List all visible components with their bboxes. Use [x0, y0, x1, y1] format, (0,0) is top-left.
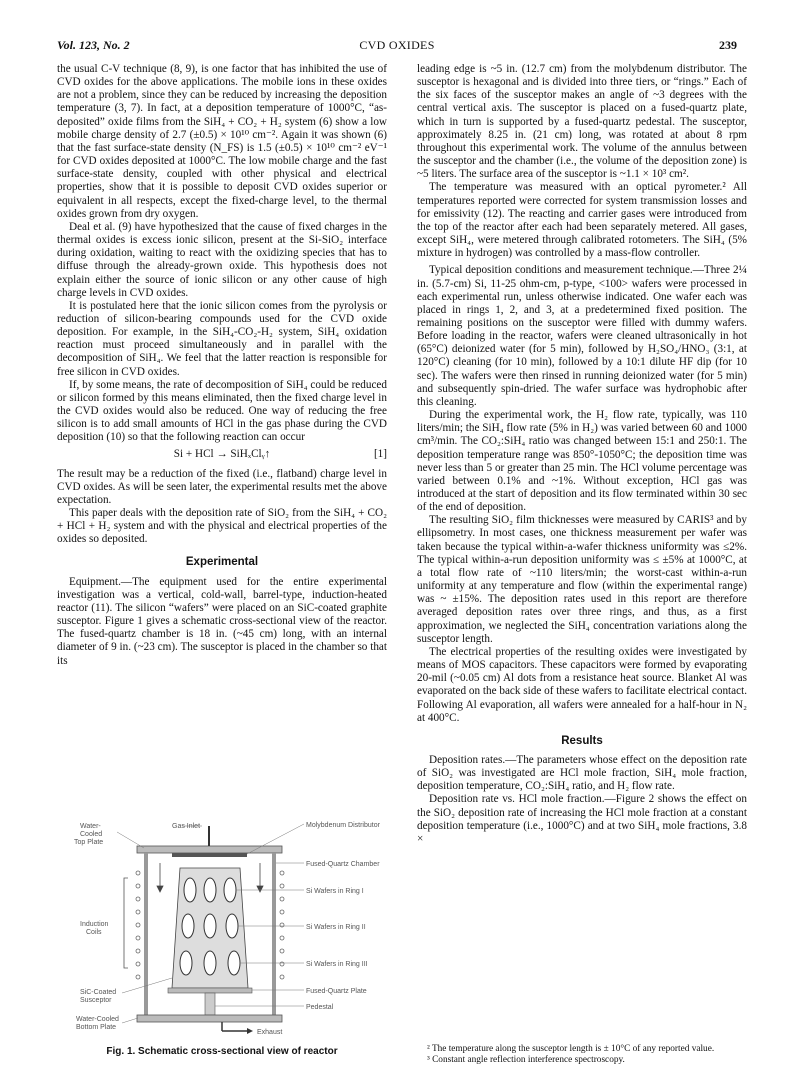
label-chamber: Fused-Quartz Chamber [306, 861, 380, 868]
svg-text:Top Plate: Top Plate [74, 839, 104, 846]
section-heading-experimental: Experimental [185, 556, 259, 569]
paragraph: The result may be a reduction of the fixed (i.e., flatband) charge level in CVD oxides. As will be seen later, the experimental results met the above expectation. [57, 467, 387, 506]
paragraph: The resulting SiO₂ film thicknesses were measured by CARIS³ and by ellipsometry. In most cases, one thickness measurement per wafer was taken because the typical within-a-wafer thickness uniformity was ≤2%. The typical within-a-run deposition uniformity was ≤ ±5% at 1000°C, at a total flow rate of ~110 liters/min; the worst-cast within-a-run uniformity at any temperature and flow (within the experimental range) was ~ ±15%. The deposition rates used in this report are therefore averaged deposition rates over three rings, and thus, as a first approximation, we neglected the SiH₄ concentration variations along the susceptor length. [417, 514, 747, 645]
paragraph: leading edge is ~5 in. (12.7 cm) from the molybdenum distributor. The susceptor is hexagonal and is divided into three tiers, or “rings.” Each of the six faces of the susceptor makes an angle of ~3 degrees with the central vertical axis. The susceptor is placed on a fused-quartz plate, which in turn is supported by a fused-quartz pedestal. The susceptor, approximately 8.25 in. (21 cm) long, was rotated at about 8 rpm throughout this experimental work. The volume of the annulus between the susceptor and the chamber (i.e., the volume of the deposition zone) is ~5 liters. The surface area of the susceptor is ~1.1 × 10³ cm². [417, 63, 747, 181]
label-water-top: Water- [80, 823, 101, 830]
paragraph: Typical deposition conditions and measurement technique.—Three 2¼ in. (5.7-cm) Si, 11-25 ohm-cm, p-type, <100> wafers were processed in each experimental run, unless otherwise indicated. One wafer each was placed in rings 1, 2, and 3, at a predetermined fixed position. The remaining positions on the susceptor were filled with dummy wafers. Before loading in the reactor, wafers were cleaned ultrasonically in hot (65°C) deionized water (for 5 min), followed by H₂SO₄/HNO₃ (3:1, at 120°C) cleaning (for 10 min), followed by a 10:1 dilute HF dip (for 10 sec). The wafers were then rinsed in running deionized water (for 5 min) and subsequently spin-dried. The wafer surface was hydrophobic after this cleaning. [417, 264, 747, 408]
running-header [57, 38, 737, 54]
paragraph: Equipment.—The equipment used for the entire experimental investigation was a vertical, cold-wall, barrel-type, induction-heated reactor (11). The silicon “wafers” were placed on an SiC-coated graphite susceptor. Figure 1 gives a schematic cross-sectional view of the reactor. The fused-quartz chamber is 18 in. (~45 cm) long, with an internal diameter of 9 in. (~23 cm). The susceptor is placed in the chamber so that its [57, 575, 387, 667]
running-title: CVD OXIDES [359, 38, 435, 52]
paragraph: Deposition rate vs. HCl mole fraction.—Figure 2 shows the effect on the SiO₂ deposition rate of increasing the HCl mole fraction at a constant deposition temperature (i.e., 1000°C) and at two SiH₄ mole fractions, 3.8 × [417, 793, 747, 845]
label-ring1: Si Wafers in Ring I [306, 888, 364, 895]
label-sic: SiC-Coated [80, 989, 117, 996]
wafers [180, 878, 240, 975]
molybdenum-distributor [172, 853, 247, 857]
paragraph: During the experimental work, the H₂ flow rate, typically, was 110 liters/min; the SiH₄ flow rate (5% in H₂) was varied between 60 and 1000 cm³/min. The CO₂:SiH₄ ratio was changed between 15:1 and 250:1. The deposition temperature range was 850°-1050°C; the deposition time was never less than 5 or greater than 25 min. The HCl volume percentage was varied between 0.1% and ~1%. Without exception, HCl gas was introduced at the start of deposition and its flow terminated within 30 sec of the end of deposition. [417, 409, 747, 514]
paragraph: It is postulated here that the ionic silicon comes from the pyrolysis or reduction of silicon-bearing compounds used for the CVD oxide deposition. For example, in the SiH₄-CO₂-H₂ system, SiH₄ oxidation reaction must proceed simultaneously and in parallel with the decomposition of SiH₄. We feel that the latter reaction is responsible for free silicon in CVD oxides. [57, 299, 387, 378]
label-exhaust: Exhaust [257, 1029, 283, 1036]
footnote-3: ³ Constant angle reflection interference spectroscopy. [427, 1055, 625, 1065]
label-ring2: Si Wafers in Ring II [306, 924, 366, 931]
label-ring3: Si Wafers in Ring III [306, 961, 368, 968]
bottom-plate [137, 1015, 282, 1022]
paragraph: Deposition rates.—The parameters whose effect on the deposition rate of SiO₂ was investigated are HCl mole fraction, SiH₄ mole fraction, deposition temperature, CO₂:SiH₄ ratio, and H₂ flow rate. [417, 753, 747, 793]
label-plate: Fused-Quartz Plate [306, 988, 367, 995]
paragraph: the usual C-V technique (8, 9), is one factor that has inhibited the use of CVD oxides for the above applications. The mobile ions in these oxides are not a problem, since they can be reduced by increasing the deposition temperature (3, 7). In fact, at a deposition temperature of 1000°C, “as-deposited” oxide films from the SiH₄ + CO₂ + H₂ system (6) show a low mobile charge density of 2.7 (±0.5) × 10¹⁰ cm⁻². Again it was shown (6) that the fast surface-state density (N_FS) is 1.5 (±0.5) × 10¹⁰ cm⁻² eV⁻¹ for CVD oxides deposited at 1000°C. The low mobile charge and the fast surface-state density, coupled with other physical and electrical properties, show that it is possible to deposit CVD oxides superior or equivalent in all respects, except the fixed-charge level, to the thermal oxides grown from dry oxygen. [57, 63, 387, 220]
svg-text:Susceptor: Susceptor [80, 997, 112, 1004]
equation-number: [1] [373, 447, 387, 460]
equation-text: Si + HCl → SiHₓClᵧ↑ [173, 447, 271, 460]
svg-text:Bottom Plate: Bottom Plate [76, 1024, 117, 1031]
paragraph: If, by some means, the rate of decomposition of SiH₄ could be reduced or silicon formed by this means eliminated, then the fixed charge level in the CVD oxides would also be reduced. One way of reducing the free silicon is to add small amounts of HCl in the gas phase during the CVD deposition (10) so that the following reaction can occur [57, 378, 387, 444]
svg-text:Cooled: Cooled [80, 831, 103, 838]
footnotes [417, 1044, 747, 1066]
label-gas-inlet: Gas Inlet [172, 823, 201, 830]
svg-text:Coils: Coils [86, 929, 102, 936]
label-bottom: Water-Cooled [76, 1016, 119, 1023]
paragraph: The temperature was measured with an optical pyrometer.² All temperatures reported were corrected for system transmission losses and for emissivity (12). The reacting and carrier gases were introduced from the top of the reactor after each had been separately metered. All gases, except SiH₄, were metered through calibrated rotometers. The SiH₄ (5% mixture in hydrogen) was controlled by a mass-flow controller. [417, 181, 747, 260]
reactor-figure [72, 818, 392, 1043]
paragraph: This paper deals with the deposition rate of SiO₂ from the SiH₄ + CO₂ + HCl + H₂ system and with the physical and electrical properties of the oxides so deposited. [57, 507, 387, 546]
pedestal [205, 993, 215, 1015]
paragraph: The electrical properties of the resulting oxides were investigated by means of MOS capacitors. These capacitors were formed by evaporating 20-mil (~0.05 cm) Al dots from a resistance heat source. Blanket Al was evaporated on the back side of these wafers to facilitate electrical contact. Following Al evaporation, all wafers were annealed for a half-hour in N₂ at 400°C. [417, 645, 747, 724]
figure-caption: Fig. 1. Schematic cross-sectional view of reactor [106, 1046, 338, 1057]
footnote-2: ² The temperature along the susceptor length is ± 10°C of any reported value. [427, 1044, 715, 1054]
paragraph: Deal et al. (9) have hypothesized that the cause of fixed charges in the thermal oxides is excess ionic silicon, present at the Si-SiO₂ interface during oxidation, waiting to react with the oxidizing species that has to diffuse through the already-grown oxide. This hypothesis does not explain either the source of ionic silicon or any other cause of high charge levels in CVD oxides. [57, 220, 387, 299]
section-heading-results: Results [561, 734, 603, 747]
left-column [57, 63, 387, 668]
fused-quartz-plate [168, 988, 252, 993]
chamber-wall-left [144, 853, 148, 1015]
right-column [417, 63, 747, 846]
equation-1 [57, 448, 387, 464]
label-pedestal: Pedestal [306, 1004, 334, 1011]
label-moly: Molybdenum Distributor [306, 822, 380, 829]
page-number: 239 [719, 38, 737, 52]
label-induction: Induction [80, 921, 109, 928]
journal-volume: Vol. 123, No. 2 [57, 38, 130, 52]
reactor-schematic [72, 818, 392, 1043]
chamber-wall-right [272, 853, 276, 1015]
